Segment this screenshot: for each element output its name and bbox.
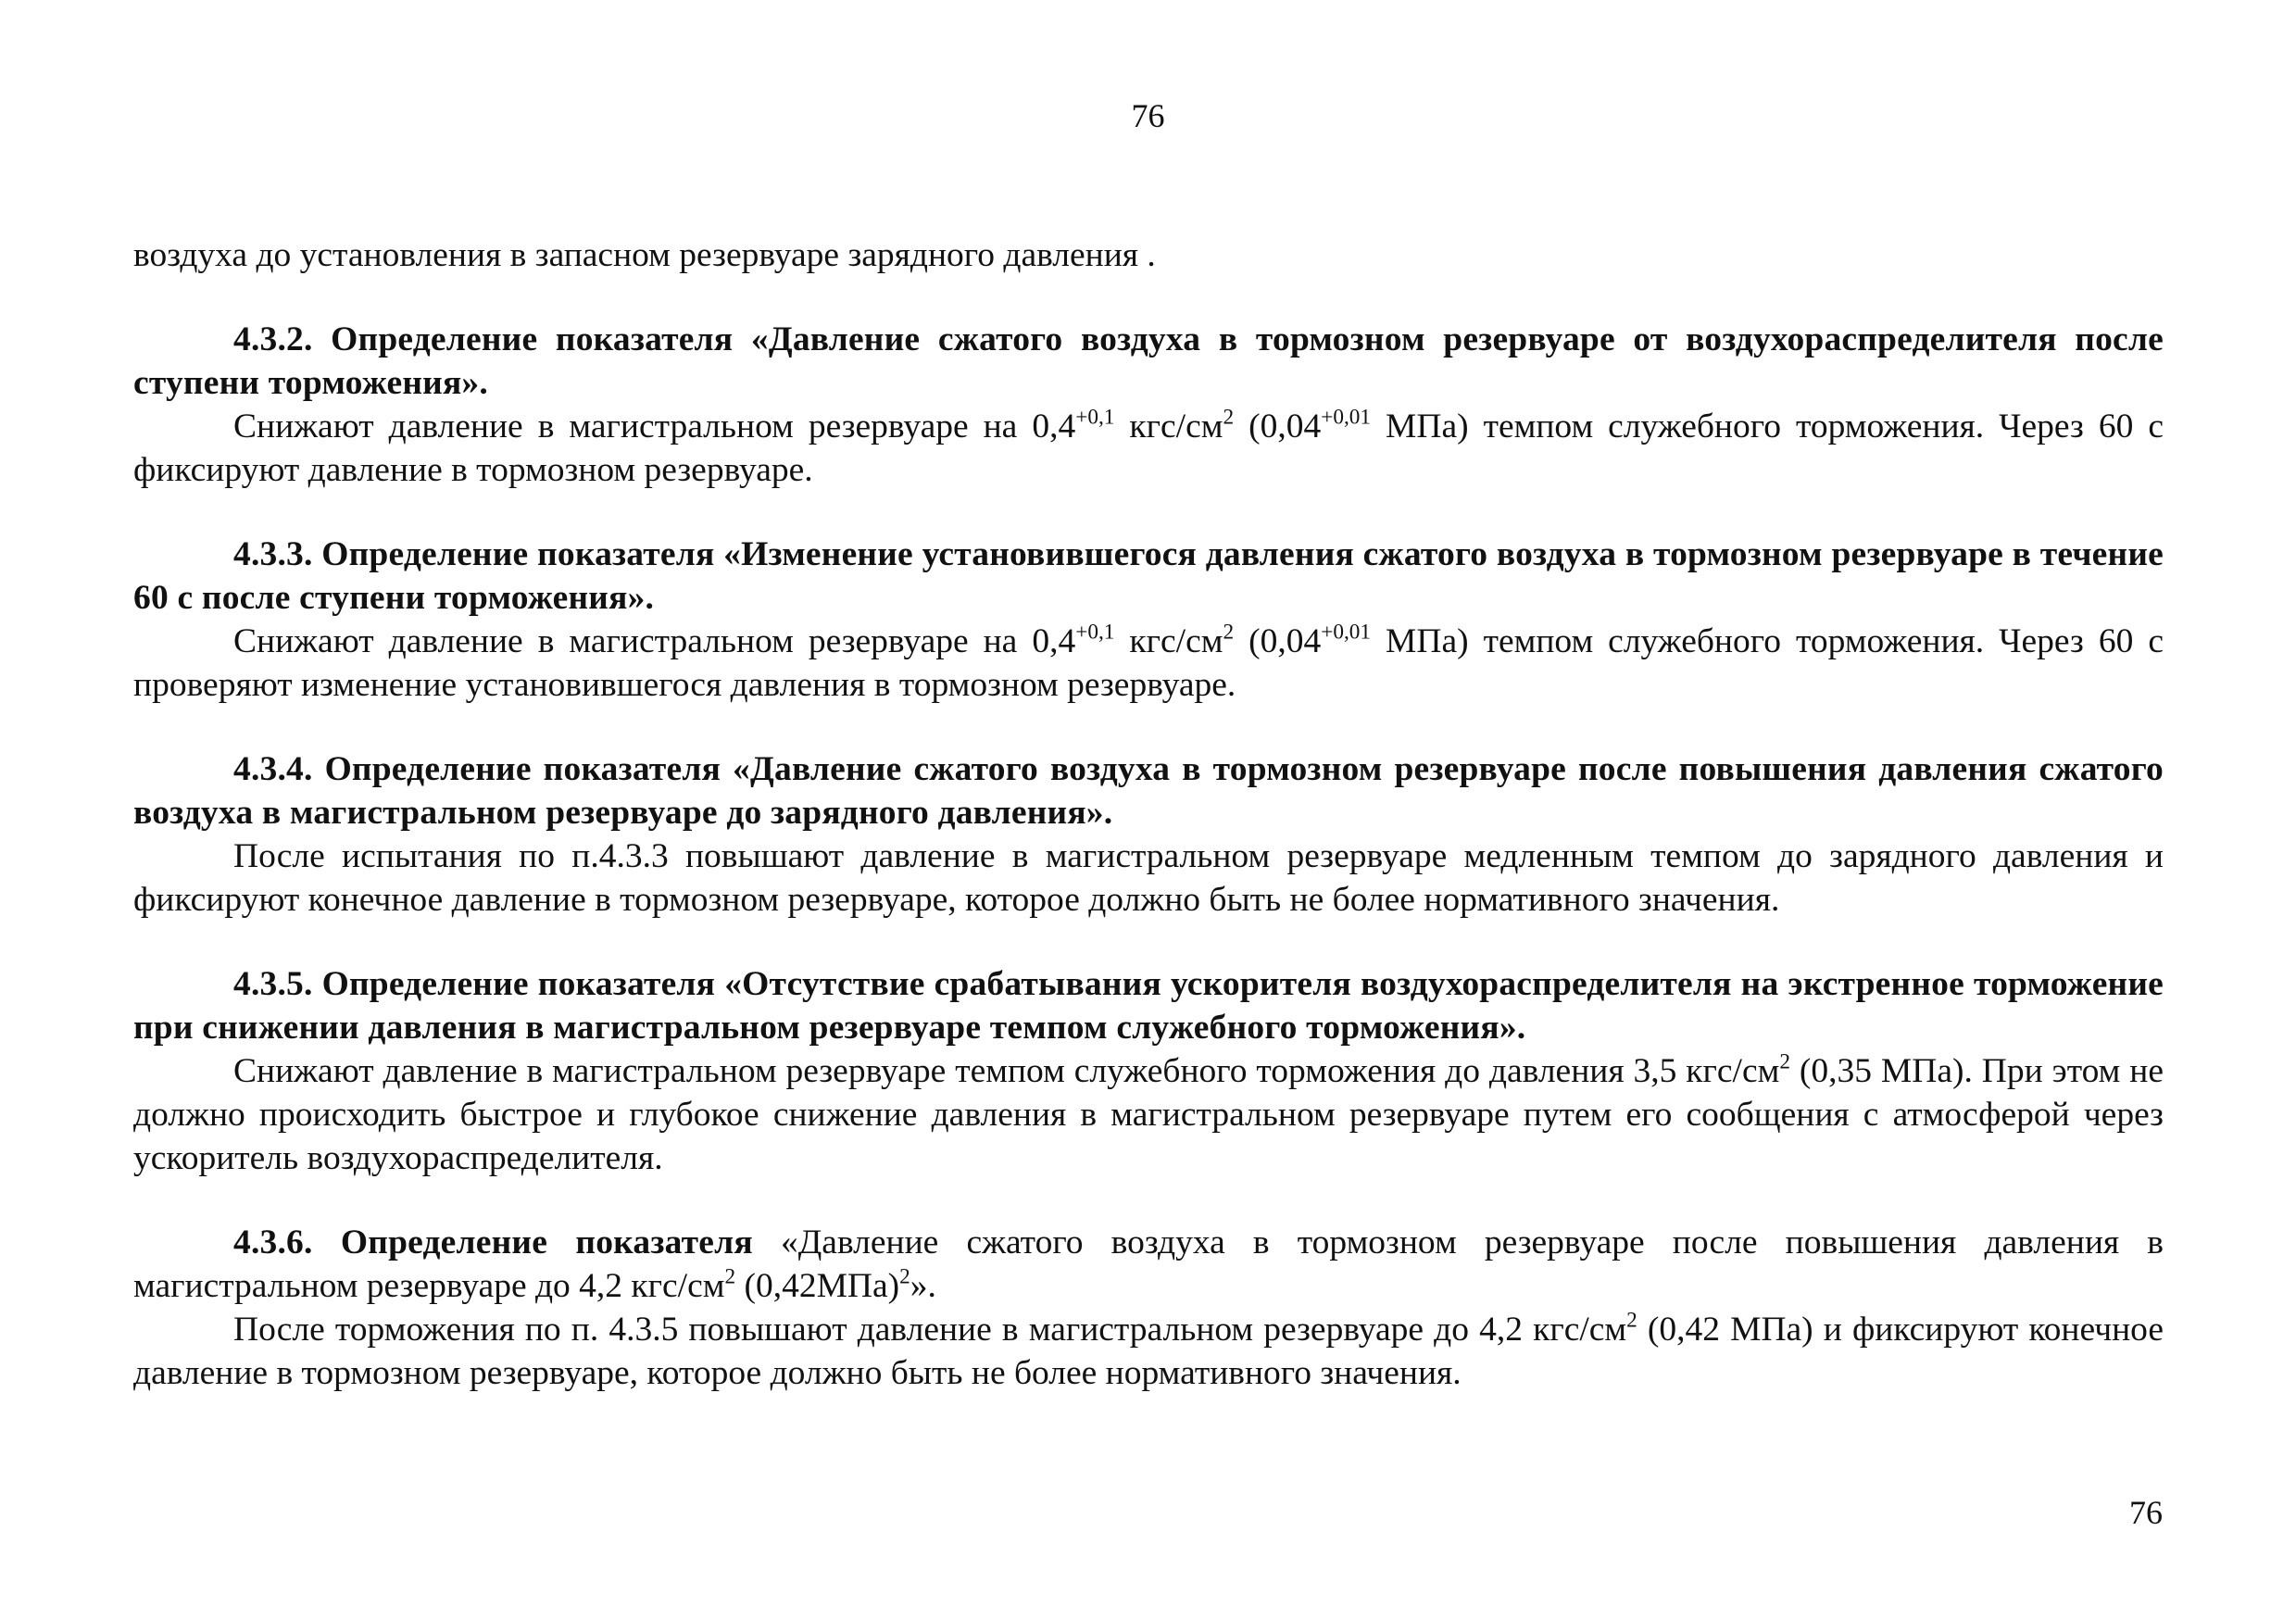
section-paragraph: Снижают давление в магистральном резервуаре на $0,4^{+0,1}$ кгс/$см^2$ ($0,04^{+0,01}$ МПа) темпом служебного торможения. Через 60 с фиксируют давление в тормозном резервуаре. (133, 405, 2164, 489)
section-4-3-6 (133, 1221, 2164, 1395)
section-heading: 4.3.2. Определение показателя «Давление сжатого воздуха в тормозном резервуаре от воздухораспределителя после ступени торможения». (133, 320, 2164, 402)
section-heading: 4.3.4. Определение показателя «Давление сжатого воздуха в тормозном резервуаре после повышения давления сжатого воздуха в магистральном резервуаре до зарядного давления». (133, 750, 2164, 832)
section-heading: 4.3.3. Определение показателя «Изменение установившегося давления сжатого воздуха в тормозном резервуаре в течение 60 с после ступени торможения». (133, 535, 2164, 617)
document-body (133, 233, 2164, 1395)
section-paragraph: После испытания по п.4.3.3 повышают давление в магистральном резервуаре медленным темпом до зарядного давления и фиксируют конечное давление в тормозном резервуаре, которое должно быть не более нормативного значения. (133, 837, 2164, 919)
page-number-top: 76 (1131, 97, 1165, 134)
section-heading: 4.3.5. Определение показателя «Отсутствие срабатывания ускорителя воздухораспределителя на экстренное торможение при снижении давления в магистральном резервуаре темпом служебного торможения». (133, 965, 2164, 1047)
section-4-3-4 (133, 747, 2164, 922)
section-4-3-5 (133, 962, 2164, 1180)
section-4-3-3 (133, 533, 2164, 707)
section-paragraph: Снижают давление в магистральном резервуаре на $0,4^{+0,1}$ кгс/$см^2$ ($0,04^{+0,01}$ МПа) темпом служебного торможения. Через 60 с проверяют изменение установившегося давления в тормозном резервуаре. (133, 620, 2164, 704)
page-number-bottom: 76 (2129, 1494, 2163, 1531)
continuation-paragraph: воздуха до установления в запасном резервуаре зарядного давления . (133, 236, 1156, 274)
section-heading: 4.3.6. Определение показателя «Давление сжатого воздуха в тормозном резервуаре после повышения давления в магистральном резервуаре до 4,2 кгс/$см^2$ $(0,42МПа)^2$». (133, 1224, 2164, 1305)
section-4-3-2 (133, 318, 2164, 492)
section-paragraph: Снижают давление в магистральном резервуаре темпом служебного торможения до давления 3,5 кгс/$см^2$ (0,35 МПа). При этом не должно происходить быстрое и глубокое снижение давления в магистральном резервуаре путем его сообщения с атмосферой через ускоритель воздухораспределителя. (133, 1049, 2164, 1177)
section-paragraph: После торможения по п. 4.3.5 повышают давление в магистральном резервуаре до 4,2 кгс/$см^2$ (0,42 МПа) и фиксируют конечное давление в тормозном резервуаре, которое должно быть не более нормативного значения. (133, 1308, 2164, 1392)
